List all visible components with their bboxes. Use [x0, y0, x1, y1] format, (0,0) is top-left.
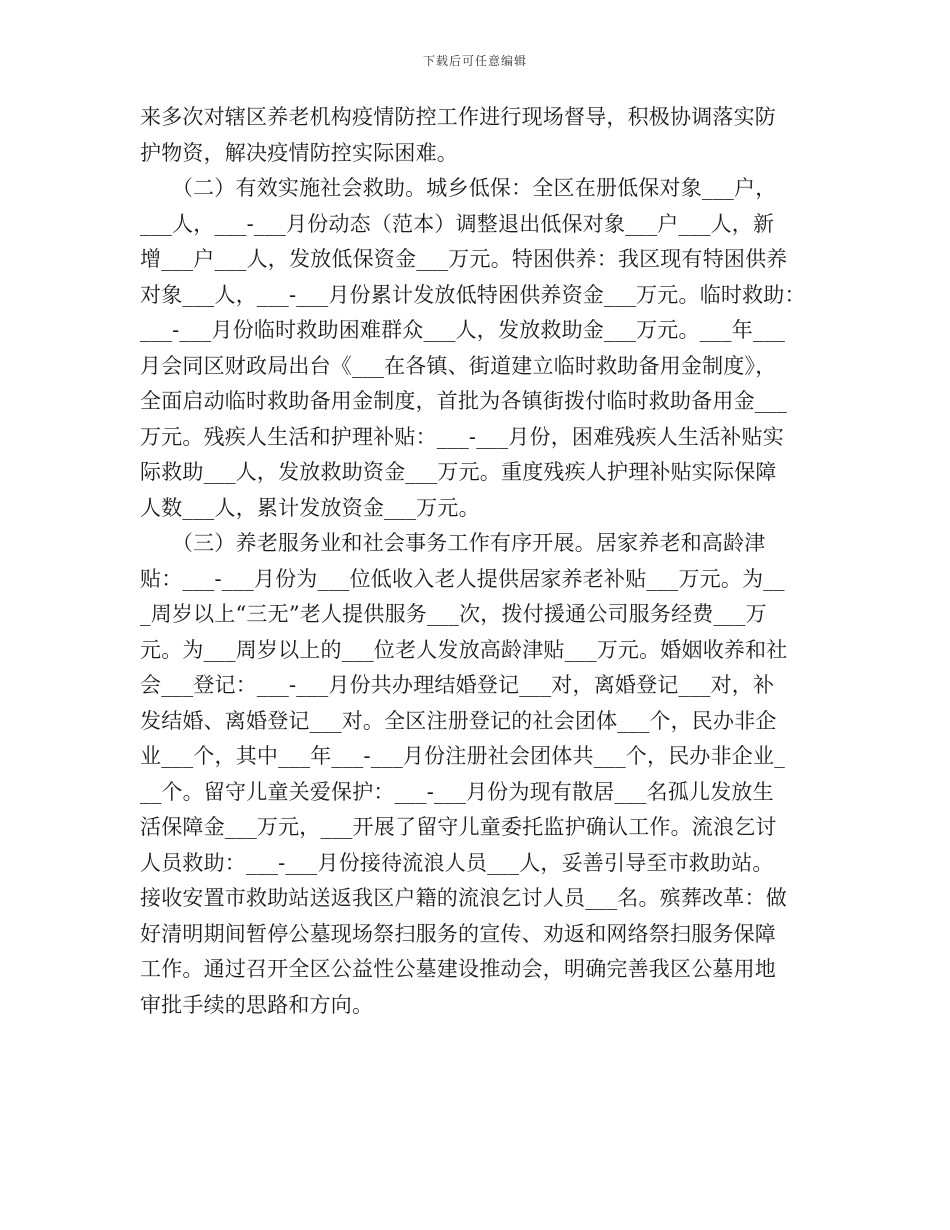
document-body [140, 100, 808, 1023]
text-line: ___人，___-___月份动态（范本）调整退出低保对象___户___人，新 [140, 211, 775, 236]
text-line: 人员救助：___-___月份接待流浪人员___人，妥善引导至市救助站。 [140, 850, 774, 875]
text-line: 护物资，解决疫情防控实际困难。 [140, 140, 458, 165]
page-header-note: 下载后可任意编辑 [422, 54, 527, 68]
paragraph-social-assistance [140, 171, 808, 526]
text-line: （三）养老服务业和社会事务工作有序开展。居家养老和高龄津 [140, 531, 766, 555]
paragraph-intro-continuation [140, 100, 808, 171]
paragraph-elderly-services [140, 526, 808, 1023]
text-line: 月会同区财政局出台《___在各镇、街道建立临时救助备用金制度》， [140, 353, 777, 378]
text-line: ___-___月份临时救助困难群众___人，发放救助金___万元。___年___ [140, 318, 786, 342]
text-line: 全面启动临时救助备用金制度，首批为各镇街拨付临时救助备用金___ [140, 389, 787, 413]
text-line: 贴：___-___月份为___位低收入老人提供居家养老补贴___万元。为__ [140, 566, 785, 591]
text-line: 际救助___人，发放救助资金___万元。重度残疾人护理补贴实际保障 [140, 460, 777, 484]
text-line: _周岁以上“三无”老人提供服务___次，拨付援通公司服务经费___万 [140, 602, 767, 626]
text-line: 工作。通过召开全区公益性公墓建设推动会，明确完善我区公墓用地 [140, 957, 776, 981]
text-line: 来多次对辖区养老机构疫情防控工作进行现场督导，积极协调落实防 [140, 105, 776, 129]
text-line: 活保障金___万元，___开展了留守儿童委托监护确认工作。流浪乞讨 [140, 815, 777, 839]
text-line: 会___登记：___-___月份共办理结婚登记___对，离婚登记___对，补 [140, 673, 775, 697]
text-line: 对象___人，___-___月份累计发放低特困供养资金___万元。临时救助： [140, 282, 806, 307]
text-line: 万元。残疾人生活和护理补贴：___-___月份，困难残疾人生活补贴实 [140, 424, 784, 449]
text-line: 发结婚、离婚登记___对。全区注册登记的社会团体___个，民办非企 [140, 708, 777, 733]
text-line: 好清明期间暂停公墓现场祭扫服务的宣传、劝返和网络祭扫服务保障 [140, 921, 776, 946]
text-line: 接收安置市救助站送返我区户籍的流浪乞讨人员___名。殡葬改革：做 [140, 886, 787, 910]
text-line: 业___个，其中___年___-___月份注册社会团体共___个，民办非企业_ [140, 744, 785, 768]
text-line: 人数___人，累计发放资金___万元。 [140, 495, 480, 520]
text-line: __个。留守儿童关爱保护：___-___月份为现有散居___名孤儿发放生 [140, 779, 774, 804]
text-line: 审批手续的思路和方向。 [140, 992, 374, 1017]
text-line: 增___户___人，发放低保资金___万元。特困供养：我区现有特困供养 [140, 247, 788, 271]
text-line: 元。为___周岁以上的___位老人发放高龄津贴___万元。婚姻收养和社 [140, 637, 788, 662]
text-line: （二）有效实施社会救助。城乡低保：全区在册低保对象___户， [140, 176, 777, 200]
